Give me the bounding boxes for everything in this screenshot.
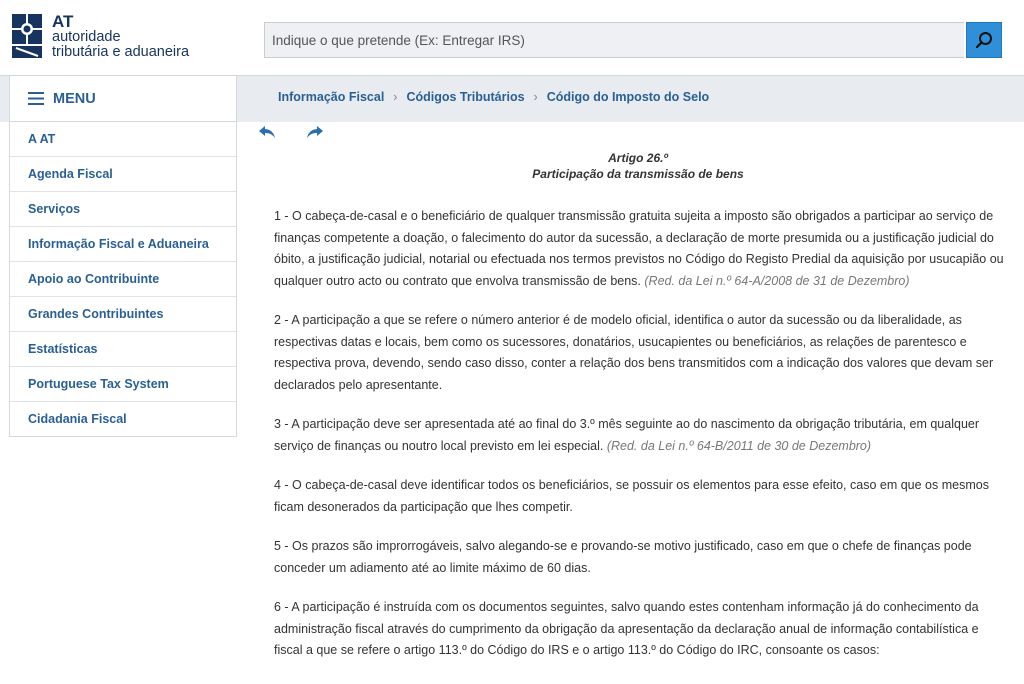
menu-toggle-button[interactable] (9, 75, 237, 121)
menu-label: MENU (53, 90, 96, 107)
site-header (0, 0, 1024, 74)
sidebar-menu (9, 121, 237, 437)
sidebar-item-grandes-contribuintes[interactable]: Grandes Contribuintes (10, 296, 236, 331)
sidebar-item-servicos[interactable]: Serviços (10, 191, 236, 226)
breadcrumb-item-codigos-tributarios[interactable]: Códigos Tributários (406, 90, 525, 104)
article-paragraph (274, 414, 1004, 457)
amendment-note: (Red. da Lei n.º 64-A/2008 de 31 de Dezembro) (644, 273, 910, 288)
article-body (274, 206, 1004, 680)
logo-at: AT (52, 12, 74, 31)
search-icon (974, 30, 994, 50)
paragraph-text: 2 - A participação a que se refere o número anterior é de modelo oficial, identifica o autor da sucessão ou da liberalidade, as respectivas datas e locais, bem como os sucessores, donatários, usucapientes ou beneficiários, as relações de parentesco e respectiva prova, devendo, sendo caso disso, conter a relação dos bens transmitidos com a indicação dos valores que devam ser declarados pelo apresentante. (274, 313, 994, 392)
logo-line-2: tributária e aduaneira (52, 44, 190, 60)
chevron-right-icon: › (533, 90, 538, 104)
at-logo[interactable] (12, 12, 212, 64)
logo-text (52, 14, 189, 60)
paragraph-text: 4 - O cabeça-de-casal deve identificar todos os beneficiários, se possuir os elementos para esse efeito, caso em que os mesmos ficam desonerados da participação que lhes competir. (274, 478, 989, 514)
article-paragraph (274, 597, 1004, 662)
sidebar-item-portuguese-tax-system[interactable]: Portuguese Tax System (10, 366, 236, 401)
paragraph-text: 3 - A participação deve ser apresentada até ao final do 3.º mês seguinte ao do nascimento da obrigação tributária, em qualquer serviço de finanças ou noutro local previsto em lei especial. (274, 417, 980, 453)
hamburger-icon (28, 92, 44, 105)
chevron-right-icon: › (393, 90, 398, 104)
article-paragraph (274, 536, 1004, 579)
paragraph-text: 6 - A participação é instruída com os documentos seguintes, salvo quando estes contenham informação já do conhecimento da administração fiscal através do cumprimento da obrigação da apresentação da declaração anual de informação contabilística e fiscal a que se refere o artigo 113.º do Código do IRS e o artigo 113.º do Código do IRC, consoante os casos: (274, 600, 979, 657)
article-heading (274, 150, 1002, 182)
article-number: Artigo 26.º (608, 151, 668, 165)
logo-line-1: autoridade (52, 29, 121, 45)
search-button[interactable] (966, 22, 1002, 58)
breadcrumb (278, 90, 709, 104)
breadcrumb-item-codigo-imposto-selo[interactable]: Código do Imposto do Selo (546, 90, 710, 104)
article-paragraph (274, 310, 1004, 396)
sidebar-item-agenda-fiscal[interactable]: Agenda Fiscal (10, 156, 236, 191)
search-bar (264, 22, 1003, 60)
breadcrumb-item-informacao-fiscal[interactable]: Informação Fiscal (278, 90, 385, 104)
sidebar-item-a-at[interactable]: A AT (28, 132, 56, 146)
article-paragraph (274, 475, 1004, 518)
sidebar-item-estatisticas[interactable]: Estatísticas (10, 331, 236, 366)
sidebar-item-cidadania-fiscal[interactable]: Cidadania Fiscal (10, 401, 236, 436)
search-input[interactable] (264, 22, 964, 58)
sidebar-item-informacao-fiscal[interactable]: Informação Fiscal e Aduaneira (10, 226, 236, 261)
article-title: Participação da transmissão de bens (532, 167, 744, 181)
amendment-note: (Red. da Lei n.º 64-B/2011 de 30 de Dezembro) (606, 438, 872, 453)
back-arrow-icon[interactable] (258, 125, 276, 139)
logo-emblem-icon (12, 14, 46, 58)
article-navigation (258, 125, 324, 139)
sidebar-item-apoio-contribuinte[interactable]: Apoio ao Contribuinte (10, 261, 236, 296)
paragraph-text: 5 - Os prazos são improrrogáveis, salvo alegando-se e provando-se motivo justificado, caso em que o chefe de finanças pode conceder um adiamento até ao limite máximo de 60 dias. (274, 539, 972, 575)
paragraph-text: 1 - O cabeça-de-casal e o beneficiário de qualquer transmissão gratuita sujeita a imposto são obrigados a participar ao serviço de finanças competente a doação, o falecimento do autor da sucessão, a declaração de morte presumida ou a justificação judicial do óbito, a justificação judicial, notarial ou efectuada nos termos previstos no Código do Registo Predial da aquisição por usucapião ou qualquer outro acto ou contrato que envolva transmissão de bens. (274, 209, 1004, 288)
forward-arrow-icon[interactable] (306, 125, 324, 139)
article-paragraph (274, 206, 1004, 292)
